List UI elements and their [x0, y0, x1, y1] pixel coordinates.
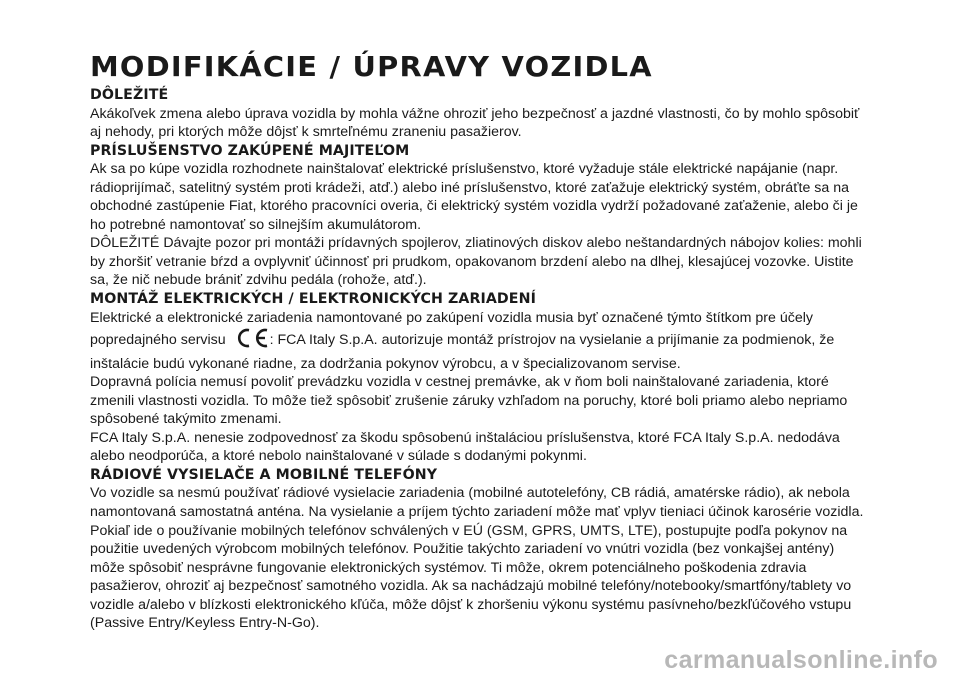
accessories-note: DÔLEŽITÉ Dávajte pozor pri montáži prídavných spojlerov, zliatinových diskov alebo neštandardných nábojov kolies: mohli by zhoršiť vetranie bŕzd a ovplyvniť účinnosť pri prudkom, opakovanom brzdení alebo na dlhej, klesajúcej vozovke. Uistite sa, že nič nebude brániť zdvihu pedála (rohože, atď.).	[90, 235, 862, 289]
electronics-heading: MONTÁŽ ELEKTRICKÝCH / ELEKTRONICKÝCH ZARIADENÍ	[90, 291, 536, 308]
electronics-paragraph-2: Dopravná polícia nemusí povoliť prevádzku vozidla v cestnej premávke, ak v ňom boli nainštalované zariadenia, ktoré zmenili vlastnosti vozidla. To môže tiež spôsobiť zrušenie záruky vzhľadom na poruchy, ktoré boli priamo alebo nepriamo spôsobené takýmito zmenami.	[90, 374, 848, 428]
page-title: MODIFIKÁCIE / ÚPRAVY VOZIDLA	[90, 50, 653, 83]
important-heading: DÔLEŽITÉ	[90, 87, 169, 103]
radio-paragraph-2: Pokiaľ ide o používanie mobilných telefónov schválených v EÚ (GSM, GPRS, UMTS, LTE), postupujte podľa pokynov na použitie uvedených výrobcom mobilných telefónov. Použitie takýchto zariadení vo vnútri vozidla (bez vonkajšej antény) môže spôsobiť nesprávne fungovanie elektronických systémov. Ti môže, okrem potenciálneho poškodenia zdravia pasažierov, ohroziť aj bezpečnosť samotného vozidla. Ak sa nachádzajú mobilné telefóny/notebooky/smartfóny/tablety vo vozidle a/alebo v blízkosti elektronického kľúča, môže dôjsť k zhoršeniu výkonu systému pasívneho/bezkľúčového vstupu (Passive Entry/Keyless Entry-N-Go).	[90, 522, 852, 632]
radio-paragraph-1: Vo vozidle sa nesmú používať rádiové vysielacie zariadenia (mobilné autotelefóny, CB rádiá, amatérske rádio), ak nebola namontovaná samostatná anténa. Na vysielanie a príjem týchto zariadení môže mať vplyv tieniaci účinok karosérie vozidla.	[90, 485, 864, 521]
accessories-paragraph: Ak sa po kúpe vozidla rozhodnete nainštalovať elektrické príslušenstvo, ktoré vyžaduje stále elektrické napájanie (napr. rádioprijímač, satelitný systém proti krádeži, atď.) alebo iné príslušenstvo, ktoré zaťažuje elektrický systém, obráťte sa na obchodné zastúpenie Fiat, ktorého pracovníci overia, či elektrický systém vozidla vydrží požadované zaťaženie, alebo či je ho potrebné namontovať so silnejším akumulátorom.	[90, 161, 858, 233]
electronics-paragraph-1	[90, 309, 872, 374]
radio-heading: RÁDIOVÉ VYSIELAČE A MOBILNÉ TELEFÓNY	[90, 466, 438, 483]
electronics-paragraph-3: FCA Italy S.p.A. nenesie zodpovednosť za škodu spôsobenú inštaláciou príslušenstva, ktoré FCA Italy S.p.A. nedodáva alebo neodporúča, a ktoré nebolo nainštalované v súlade s dodanými pokynmi.	[90, 429, 840, 465]
watermark-logo: carmanualsonline.info	[664, 646, 938, 674]
electronics-text-after-mark: : FCA Italy S.p.A. autorizuje montáž prístrojov na vysielanie a prijímanie za podmienok, že inštalácie budú vykonané riadne, za dodržania pokynov výrobcu, a v špecializovanom servise.	[90, 332, 835, 372]
electronics-text-before-mark: Elektrické a elektronické zariadenia namontované po zakúpení vozidla musia byť označené týmto štítkom pre účely popredajného servisu	[90, 309, 813, 349]
ce-mark-icon	[233, 327, 269, 355]
important-paragraph: Akákoľvek zmena alebo úprava vozidla by mohla vážne ohroziť jeho bezpečnosť a jazdné vlastnosti, čo by mohlo spôsobiť aj nehody, pri ktorých môže dôjsť k smrteľnému zraneniu pasažierov.	[90, 105, 860, 141]
accessories-heading: PRÍSLUŠENSTVO ZAKÚPENÉ MAJITEĽOM	[90, 142, 410, 159]
page-content	[90, 86, 872, 633]
